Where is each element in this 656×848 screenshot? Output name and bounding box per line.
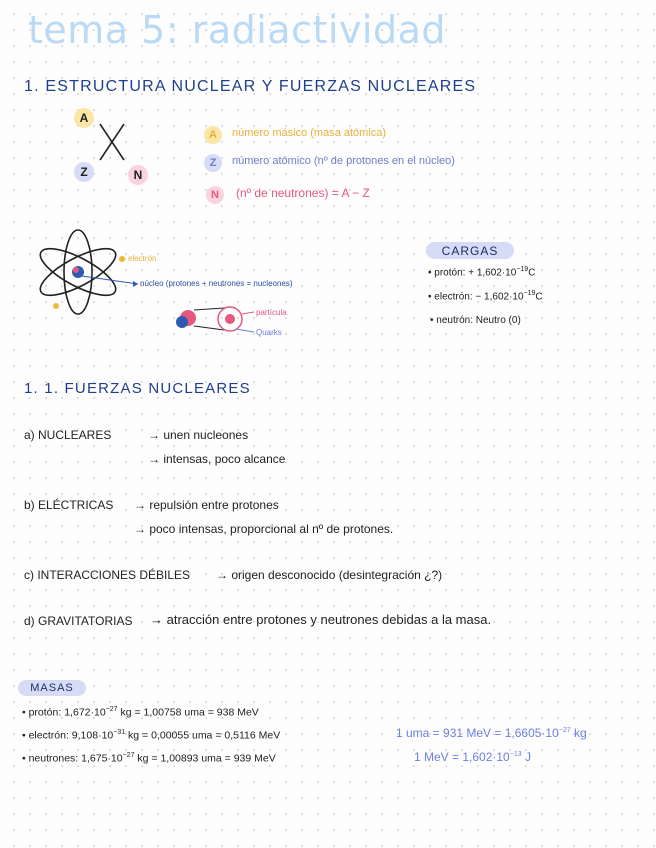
conversion-uma: 1 uma = 931 MeV = $1,6605\cdot 10^{-27}$ kg (396, 726, 587, 740)
legend-badge-n: N (206, 186, 224, 204)
label-quarks: Quarks (256, 328, 282, 337)
mass-electron: • electrón: $9,108\cdot 10^{-31}$ kg = 0,00055 uma = 0,5116 MeV (22, 729, 281, 742)
conversion-mev: 1 MeV = $1,602\cdot 10^{-13}$ J (414, 750, 531, 764)
force-nuclear-label: a) NUCLEARES (24, 428, 112, 442)
section-heading-1-1: 1. 1. FUERZAS NUCLEARES (24, 380, 251, 397)
charge-neutron: • neutrón: Neutro (0) (430, 315, 521, 326)
masses-pill: MASAS (18, 680, 86, 696)
legend-badge-a: A (204, 126, 222, 144)
force-electric-label: b) ELÉCTRICAS (24, 498, 114, 512)
force-weak-label: c) INTERACCIONES DÉBILES (24, 568, 191, 582)
charge-electron: • electrón: − $1,602\cdot 10^{-19}C$ (428, 290, 543, 303)
symbol-z: Z (74, 162, 94, 182)
cross-icon (94, 120, 130, 164)
force-gravity-line-1: → atracción entre protones y neutrones debidas a la masa. (150, 612, 492, 627)
legend-text-a: número másico (masa atómica) (232, 127, 387, 139)
page-title: tema 5: radiactividad (28, 8, 447, 52)
label-particle: partícula (256, 308, 287, 317)
mass-neutron: • neutrones: $1,675\cdot 10^{-27}$ kg = 1,00893 uma = 939 MeV (22, 752, 276, 765)
force-gravity-label: d) GRAVITATORIAS (24, 614, 133, 628)
force-nuclear-line-2: → intensas, poco alcance (148, 452, 286, 466)
symbol-n: N (128, 165, 148, 185)
charges-pill: CARGAS (426, 242, 514, 259)
force-electric-line-1: → repulsión entre protones (134, 498, 279, 512)
mass-proton: • protón: $1,672\cdot 10^{-27}$ kg = 1,00758 uma = 938 MeV (22, 706, 259, 719)
force-nuclear-line-1: → unen nucleones (148, 428, 249, 442)
legend-badge-z: Z (204, 154, 222, 172)
legend-text-n: (nº de neutrones) = A − Z (236, 186, 370, 200)
force-electric-line-2: → poco intensas, proporcional al nº de protones. (134, 522, 394, 536)
legend-text-z: número atómico (nº de protones en el núcleo) (232, 155, 455, 167)
label-electron: electrón (128, 254, 157, 263)
charge-proton: • protón: + $1,602\cdot 10^{-19}C$ (428, 266, 536, 279)
section-heading-1: 1. ESTRUCTURA NUCLEAR Y FUERZAS NUCLEARES (24, 78, 477, 95)
symbol-a: A (74, 108, 94, 128)
label-nucleus: núcleo (protones + neutrones = nucleones) (140, 279, 293, 288)
force-weak-line-1: → origen desconocido (desintegración ¿?) (216, 568, 443, 582)
